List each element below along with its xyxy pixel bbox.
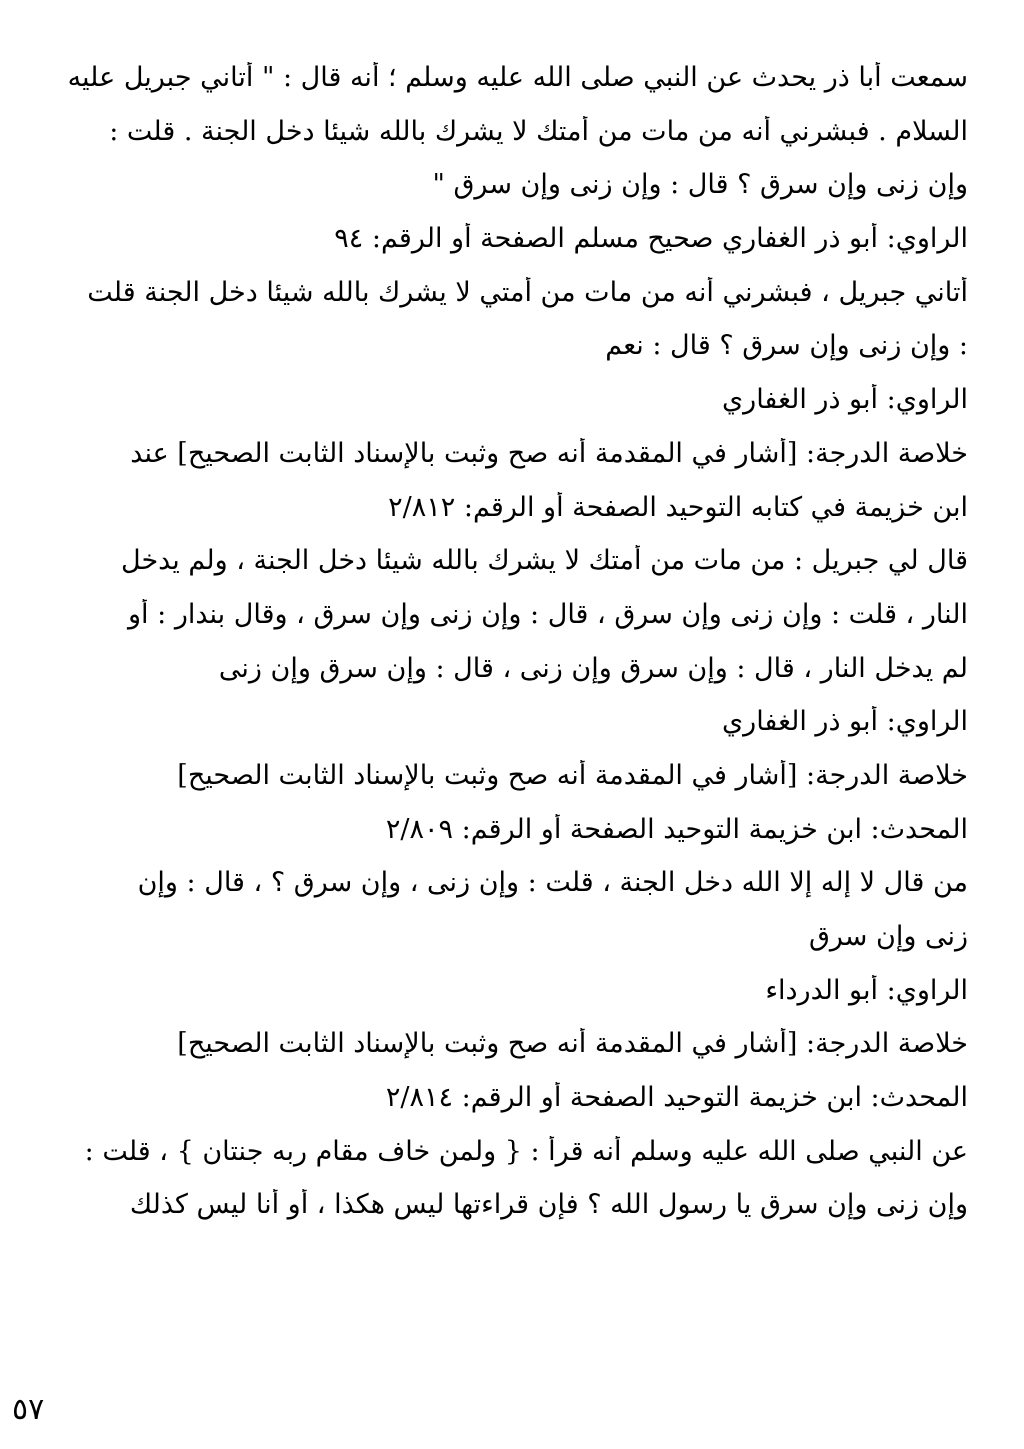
text-line: خلاصة الدرجة: [أشار في المقدمة أنه صح وثبت بالإسناد الثابت الصحيح] عند	[130, 437, 968, 469]
text-line: من قال لا إله إلا الله دخل الجنة ، قلت : وإن زنى ، وإن سرق ؟ ، قال : وإن	[137, 867, 968, 899]
text-line: السلام . فبشرني أنه من مات من أمتك لا يشرك بالله شيئا دخل الجنة . قلت :	[109, 115, 968, 147]
text-line: المحدث: ابن خزيمة التوحيد الصفحة أو الرقم: ٢/٨١٤	[385, 1082, 968, 1114]
text-line: قال لي جبريل : من مات من أمتك لا يشرك بالله شيئا دخل الجنة ، ولم يدخل	[121, 545, 968, 577]
text-line: المحدث: ابن خزيمة التوحيد الصفحة أو الرقم: ٢/٨٠٩	[385, 813, 968, 845]
text-line: زنى وإن سرق	[808, 921, 968, 952]
body-text	[60, 62, 968, 1243]
text-line: سمعت أبا ذر يحدث عن النبي صلى الله عليه وسلم ؛ أنه قال : " أتاني جبريل عليه	[67, 62, 968, 93]
text-line: أتاني جبريل ، فبشرني أنه من مات من أمتي لا يشرك بالله شيئا دخل الجنة قلت	[87, 276, 968, 308]
text-line: ابن خزيمة في كتابه التوحيد الصفحة أو الرقم: ٢/٨١٢	[388, 491, 968, 523]
text-line: وإن زنى وإن سرق يا رسول الله ؟ فإن قراءتها ليس هكذا ، أو أنا ليس كذلك	[129, 1189, 968, 1221]
text-line: وإن زنى وإن سرق ؟ قال : وإن زنى وإن سرق "	[432, 169, 968, 201]
text-line: الراوي: أبو الدرداء	[765, 974, 968, 1006]
text-line: الراوي: أبو ذر الغفاري	[722, 384, 968, 416]
text-line: لم يدخل النار ، قال : وإن سرق وإن زنى ، قال : وإن سرق وإن زنى	[218, 652, 968, 684]
text-line: النار ، قلت : وإن زنى وإن سرق ، قال : وإن زنى وإن سرق ، وقال بندار : أو	[128, 598, 968, 630]
text-line: خلاصة الدرجة: [أشار في المقدمة أنه صح وثبت بالإسناد الثابت الصحيح]	[177, 1028, 968, 1060]
text-line: الراوي: أبو ذر الغفاري	[722, 706, 968, 738]
text-line: عن النبي صلى الله عليه وسلم أنه قرأ : { ولمن خاف مقام ربه جنتان } ، قلت :	[84, 1135, 968, 1167]
text-line: الراوي: أبو ذر الغفاري صحيح مسلم الصفحة أو الرقم: ٩٤	[334, 223, 968, 255]
text-line: : وإن زنى وإن سرق ؟ قال : نعم	[605, 330, 968, 362]
page-number: ٥٧	[12, 1392, 45, 1427]
text-line: خلاصة الدرجة: [أشار في المقدمة أنه صح وثبت بالإسناد الثابت الصحيح]	[177, 759, 968, 791]
